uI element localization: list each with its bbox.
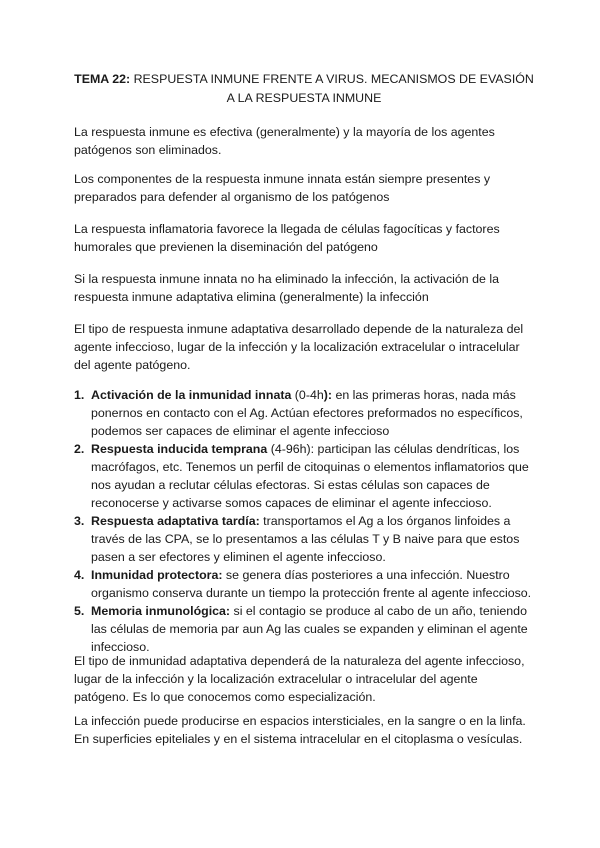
list-number: 3. bbox=[74, 514, 85, 528]
list-item-text: transportamos el Ag a los órganos linfoides a través de las CPA, se lo presentamos a las células T y B naive para que estos pasen a ser efectores y eliminen el agente infeccioso. bbox=[91, 514, 520, 564]
document-title bbox=[74, 70, 534, 108]
paragraph: Los componentes de la respuesta inmune innata están siempre presentes y preparados para defender al organismo de los patógenos bbox=[74, 172, 491, 204]
list-item-heading-end: ): bbox=[323, 388, 332, 402]
list-item-time: (4-96h) bbox=[267, 442, 311, 456]
paragraph: La respuesta inmune es efectiva (generalmente) y la mayoría de los agentes patógenos son eliminados. bbox=[74, 125, 495, 157]
paragraph: La infección puede producirse en espacios intersticiales, en la sangre o en la linfa. En superficies epiteliales y en el sistema intracelular en el citoplasma o vesículas. bbox=[74, 714, 526, 746]
list-number: 5. bbox=[74, 604, 85, 618]
paragraph: El tipo de respuesta inmune adaptativa desarrollado depende de la naturaleza del agente infeccioso, lugar de la infección y la localización extracelular o intracelular del agente patógeno. bbox=[74, 322, 524, 372]
paragraph: Si la respuesta inmune innata no ha eliminado la infección, la activación de la respuesta inmune adaptativa elimina (generalmente) la infección bbox=[74, 272, 499, 304]
list-item bbox=[74, 566, 534, 602]
title-text: RESPUESTA INMUNE FRENTE A VIRUS. MECANISMOS DE EVASIÓN A LA RESPUESTA INMUNE bbox=[130, 72, 534, 105]
list-item-time: (0-4h bbox=[291, 388, 324, 402]
list-item bbox=[74, 440, 534, 512]
paragraph: La respuesta inflamatoria favorece la llegada de células fagocíticas y factores humorales que previenen la diseminación del patógeno bbox=[74, 222, 500, 254]
title-prefix: TEMA 22: bbox=[74, 72, 131, 86]
list-item bbox=[74, 512, 534, 566]
list-item bbox=[74, 386, 534, 440]
list-item-text: si el contagio se produce al cabo de un año, teniendo las células de memoria par aun Ag las cuales se expanden y eliminan el agente infeccioso. bbox=[91, 604, 528, 654]
list-item-heading: Activación de la inmunidad innata bbox=[91, 388, 292, 402]
list-item-heading: Memoria inmunológica: bbox=[91, 604, 231, 618]
list-item-heading: Respuesta inducida temprana bbox=[91, 442, 268, 456]
list-item bbox=[74, 602, 534, 656]
list-number: 1. bbox=[74, 388, 85, 402]
list-item-text: : participan las células dendríticas, los macrófagos, etc. Tenemos un perfil de citoquinas o elementos inflamatorios que nos ayudan a reclutar células efectoras. Si estas células son capaces de reconocerse y activarse somos capaces de eliminar el agente infeccioso. bbox=[91, 442, 529, 510]
list-item-text: se genera días posteriores a una infección. Nuestro organismo conserva durante un tiempo la protección frente al agente infeccioso. bbox=[91, 568, 532, 600]
list-item-heading: Respuesta adaptativa tardía: bbox=[91, 514, 260, 528]
list-number: 4. bbox=[74, 568, 85, 582]
paragraph: El tipo de inmunidad adaptativa dependerá de la naturaleza del agente infeccioso, lugar de la infección y la localización extracelular o intracelular del agente patógeno. Es lo que conocemos como especialización. bbox=[74, 654, 525, 704]
phases-list bbox=[74, 386, 534, 656]
list-item-heading: Inmunidad protectora: bbox=[91, 568, 223, 582]
list-item-text: en las primeras horas, nada más ponernos en contacto con el Ag. Actúan efectores preformados no específicos, podemos ser capaces de eliminar el agente infeccioso bbox=[91, 388, 523, 438]
list-number: 2. bbox=[74, 442, 85, 456]
